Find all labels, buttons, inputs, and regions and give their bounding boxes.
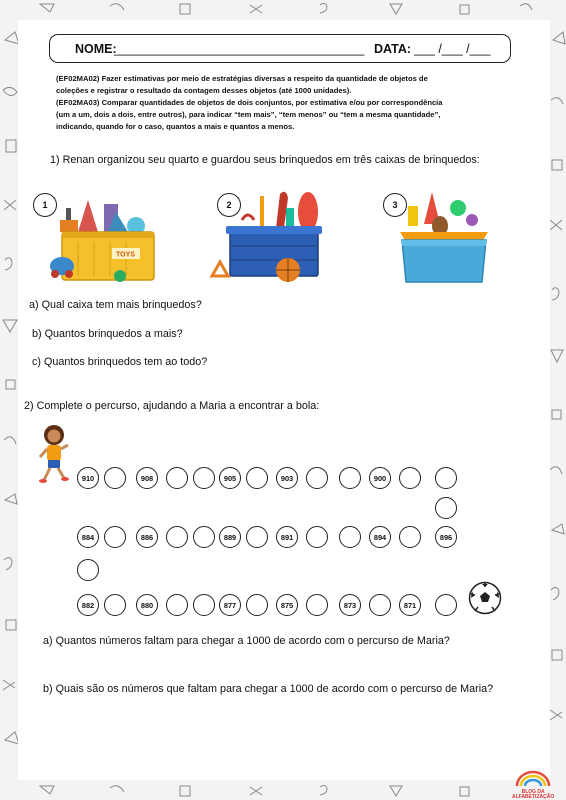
path-circle-blank[interactable]	[369, 594, 391, 616]
path-circle-blank[interactable]	[166, 526, 188, 548]
blog-logo	[512, 770, 554, 800]
path-circle: 896	[435, 526, 457, 548]
path-circle-blank[interactable]	[435, 594, 457, 616]
path-circle: 903	[276, 467, 298, 489]
name-label: NOME:	[75, 42, 117, 56]
path-circle-blank[interactable]	[339, 526, 361, 548]
path-circle: 877	[219, 594, 241, 616]
path-circle: 900	[369, 467, 391, 489]
box-number-badge: 2	[217, 193, 241, 217]
name-field[interactable]: ____________________________________	[114, 42, 365, 56]
name-date-box	[49, 34, 511, 63]
question-1a: a) Qual caixa tem mais brinquedos?	[29, 299, 202, 311]
path-circle: 905	[219, 467, 241, 489]
bncc-line: (um a um, dois a dois, entre outros), para indicar “tem mais”, “tem menos” ou “tem a mesma quantidade”,	[56, 110, 441, 119]
path-circle-blank[interactable]	[246, 467, 268, 489]
path-circle: 880	[136, 594, 158, 616]
path-circle: 873	[339, 594, 361, 616]
path-circle: 891	[276, 526, 298, 548]
path-circle-blank[interactable]	[193, 467, 215, 489]
path-circle-blank[interactable]	[246, 594, 268, 616]
logo-line-1: BLOG DA	[521, 789, 545, 795]
path-circle-blank[interactable]	[166, 467, 188, 489]
path-circle-blank[interactable]	[435, 467, 457, 489]
path-circle-blank[interactable]	[399, 526, 421, 548]
path-circle-blank[interactable]	[339, 467, 361, 489]
bncc-line: (EF02MA02) Fazer estimativas por meio de estratégias diversas a respeito da quantidade de objetos de	[56, 74, 428, 83]
bncc-line: (EF02MA03) Comparar quantidades de objetos de dois conjuntos, por estimativa e/ou por correspondência	[56, 98, 443, 107]
path-circle: 882	[77, 594, 99, 616]
rainbow-logo-icon	[513, 770, 553, 788]
path-circle: 886	[136, 526, 158, 548]
toy-box-1-illustration	[48, 198, 160, 286]
path-circle-blank[interactable]	[193, 594, 215, 616]
path-circle-blank[interactable]	[306, 526, 328, 548]
path-circle-blank[interactable]	[246, 526, 268, 548]
maria-girl-illustration	[36, 423, 72, 483]
path-circle-blank[interactable]	[77, 559, 99, 581]
path-circle: 894	[369, 526, 391, 548]
question-2b: b) Quais são os números que faltam para chegar a 1000 de acordo com o percurso de Maria?	[43, 683, 494, 695]
logo-line-2: ALFABETIZAÇÃO	[512, 794, 555, 800]
path-circle-blank[interactable]	[104, 526, 126, 548]
question-1b: b) Quantos brinquedos a mais?	[32, 328, 183, 340]
box-number-badge: 1	[33, 193, 57, 217]
question-1-prompt: 1) Renan organizou seu quarto e guardou seus brinquedos em três caixas de brinquedos:	[50, 154, 480, 166]
question-2-prompt: 2) Complete o percurso, ajudando a Maria a encontrar a bola:	[24, 400, 320, 412]
date-label: DATA:	[374, 42, 412, 56]
question-1c: c) Quantos brinquedos tem ao todo?	[32, 356, 208, 368]
path-circle-blank[interactable]	[399, 467, 421, 489]
bncc-line: indicando, quando for o caso, quantos a mais e quantos a menos.	[56, 122, 295, 131]
toy-box-3-illustration	[398, 188, 490, 286]
path-circle-blank[interactable]	[435, 497, 457, 519]
soccer-ball-icon	[468, 581, 502, 615]
path-circle-blank[interactable]	[104, 467, 126, 489]
path-circle-blank[interactable]	[306, 594, 328, 616]
date-field[interactable]: ___ /___ /___	[414, 42, 491, 56]
path-circle: 910	[77, 467, 99, 489]
path-circle-blank[interactable]	[166, 594, 188, 616]
path-circle: 889	[219, 526, 241, 548]
bncc-line: coleções e registrar o resultado da contagem desses objetos (até 1000 unidades).	[56, 86, 352, 95]
toys-label: TOYS	[116, 251, 135, 259]
path-circle: 875	[276, 594, 298, 616]
path-circle-blank[interactable]	[306, 467, 328, 489]
question-2a: a) Quantos números faltam para chegar a 1000 de acordo com o percurso de Maria?	[43, 635, 450, 647]
path-circle-blank[interactable]	[193, 526, 215, 548]
box-number-badge: 3	[383, 193, 407, 217]
path-circle: 884	[77, 526, 99, 548]
path-circle-blank[interactable]	[104, 594, 126, 616]
path-circle: 871	[399, 594, 421, 616]
path-circle: 908	[136, 467, 158, 489]
toy-box-2-illustration	[208, 190, 328, 286]
